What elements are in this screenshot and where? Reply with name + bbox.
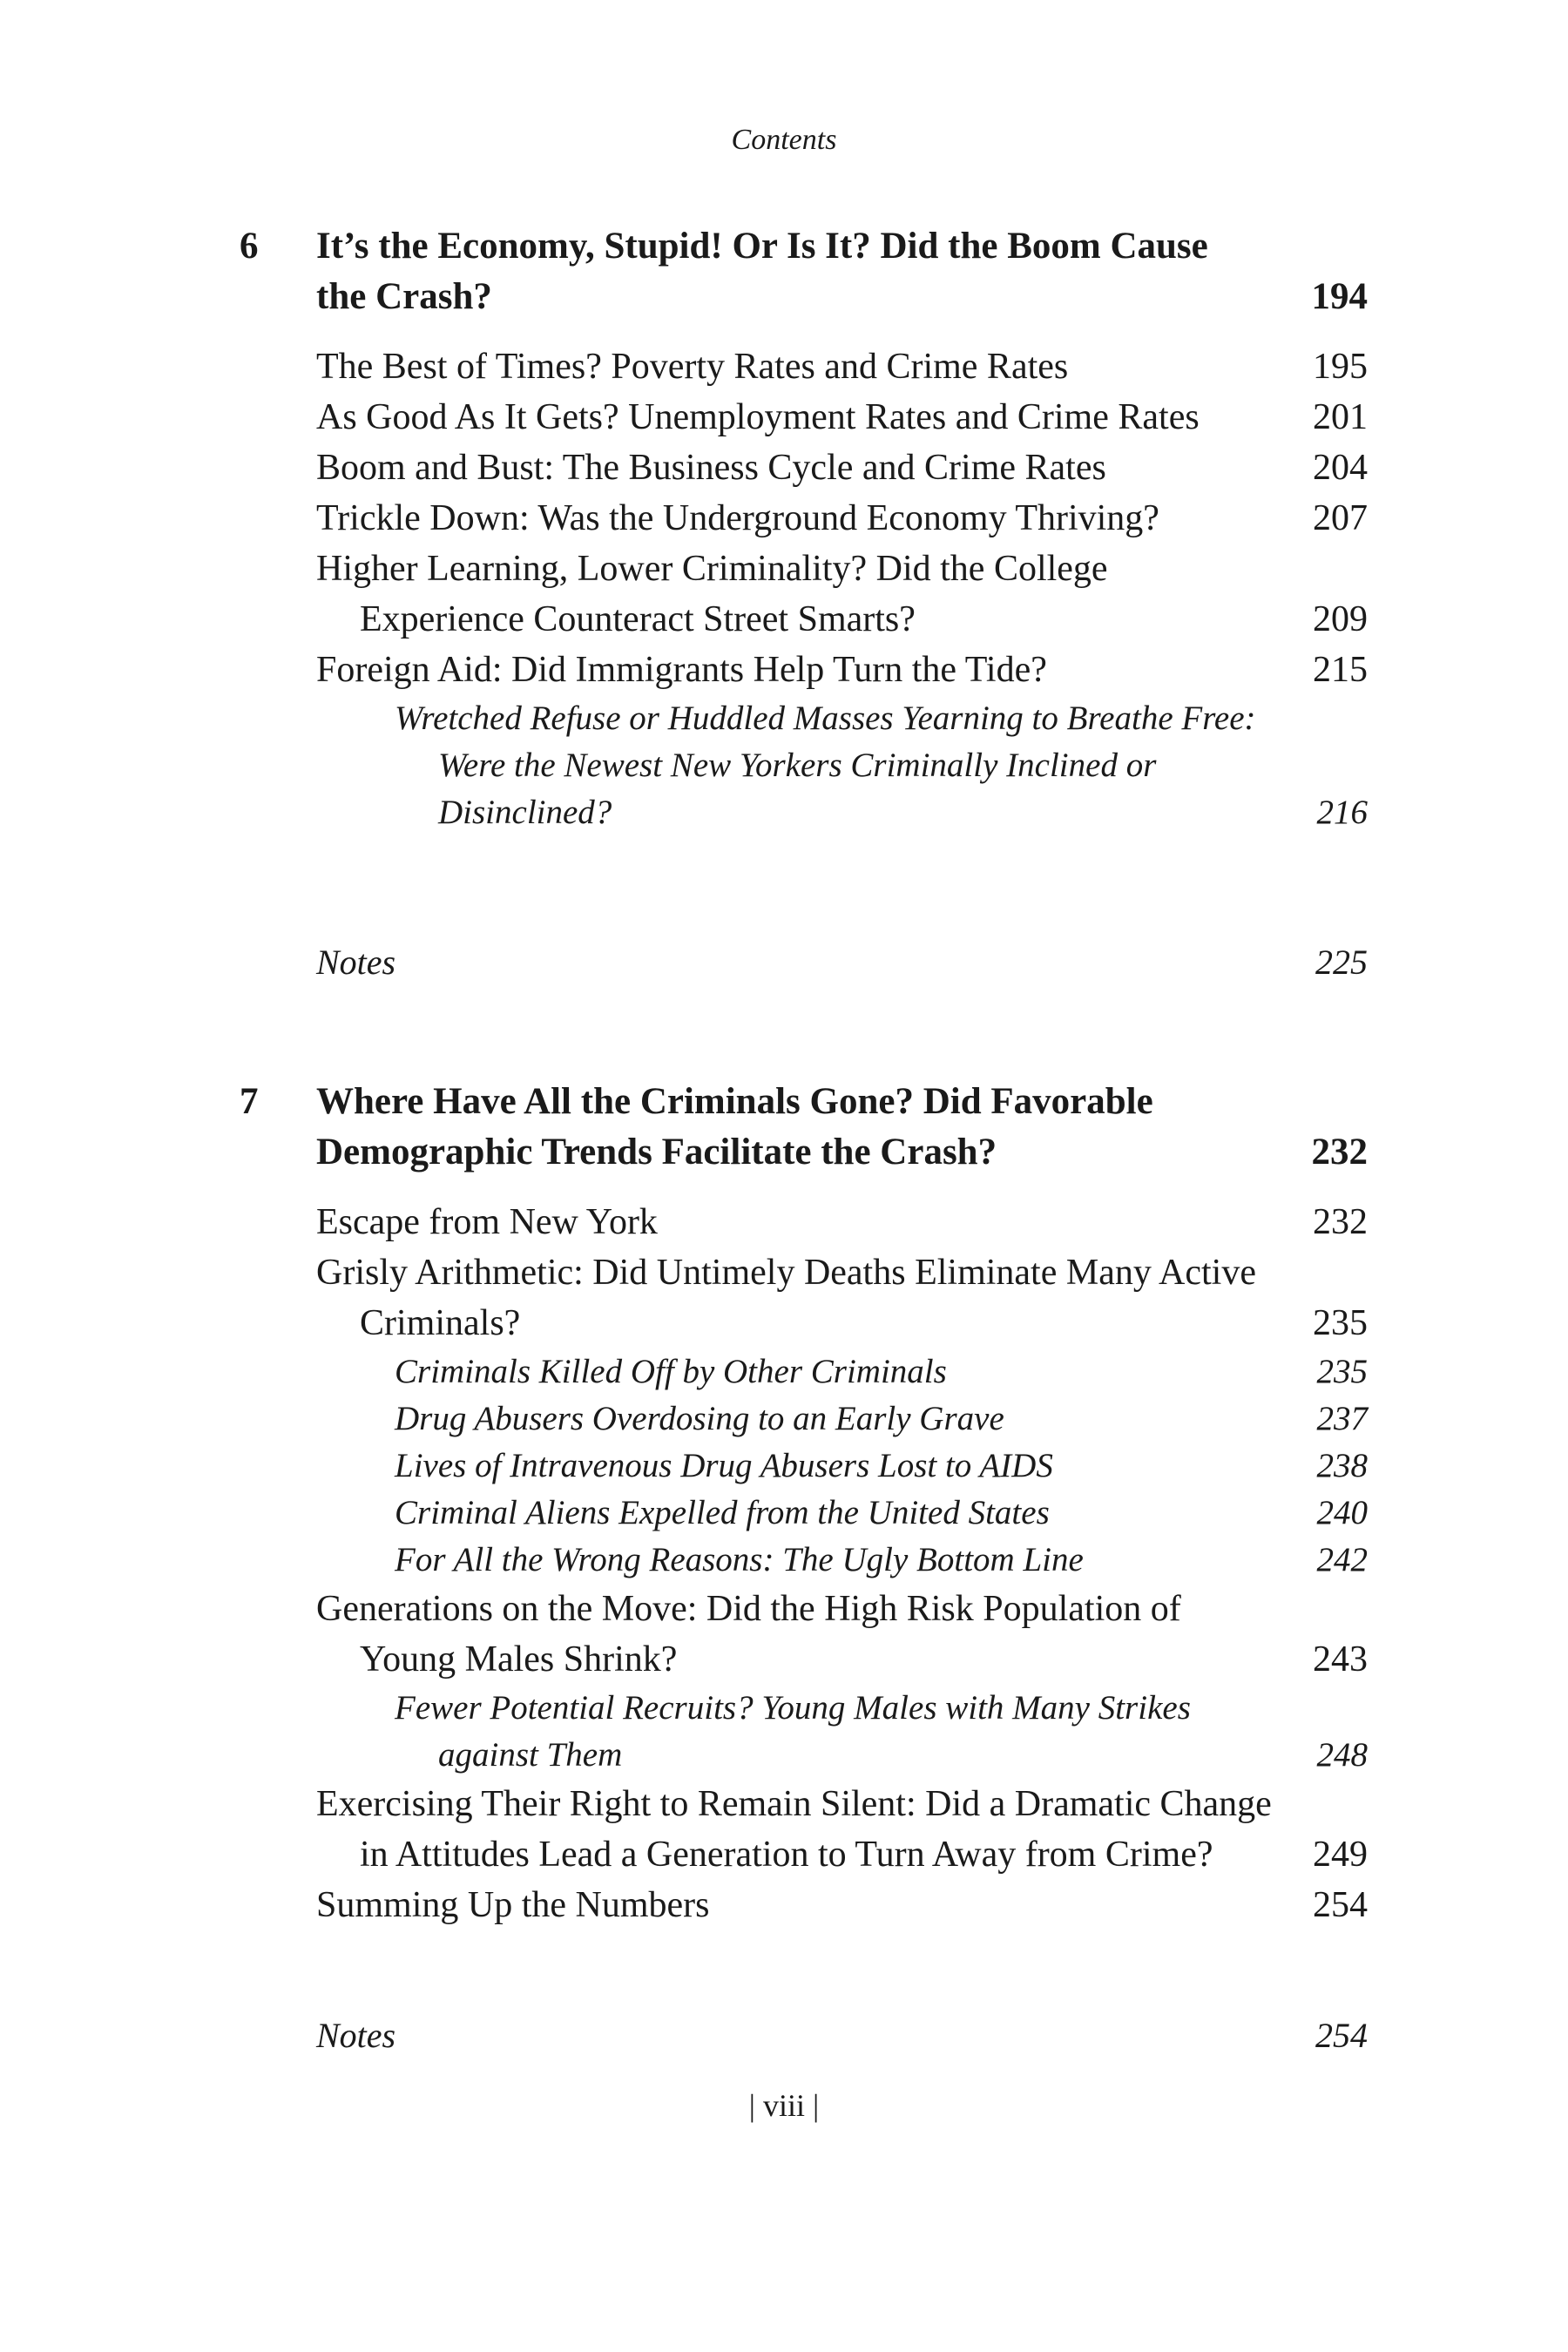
chapter-number: 7 [240, 1081, 259, 1122]
subentry-title: Wretched Refuse or Huddled Masses Yearning to Breathe Free: Were the Newest New Yorkers Criminally Inclined or Disinclined? [395, 700, 1256, 831]
subentry-title: Fewer Potential Recruits? Young Males with Many Strikes against Them [395, 1689, 1191, 1774]
entry-page: 209 [1313, 599, 1368, 639]
entry-page: 201 [1313, 397, 1368, 437]
entry-page: 248 [1316, 1736, 1368, 1774]
toc-subentry[interactable] [316, 1490, 1368, 1537]
toc-entry[interactable] [316, 1880, 1368, 1930]
toc-entry[interactable] [316, 1197, 1368, 1247]
notes-label: Notes [316, 943, 396, 982]
notes-entry[interactable] [316, 2011, 1368, 2061]
notes-page: 225 [1315, 943, 1368, 982]
entry-page: 216 [1316, 794, 1368, 831]
chapter-number: 6 [240, 226, 259, 267]
entry-title: As Good As It Gets? Unemployment Rates and Crime Rates [316, 397, 1200, 437]
toc-subentry[interactable] [316, 1443, 1368, 1490]
toc-subentry[interactable] [316, 1396, 1368, 1443]
entry-page: 242 [1316, 1541, 1368, 1578]
entry-title: Generations on the Move: Did the High Risk Population of Young Males Shrink? [316, 1589, 1181, 1680]
toc-subentry[interactable] [316, 695, 1368, 836]
toc-subentry[interactable] [316, 1537, 1368, 1584]
chapter-title-text: It’s the Economy, Stupid! Or Is It? Did the Boom Cause the Crash? [316, 226, 1208, 317]
toc-entry[interactable] [316, 645, 1368, 695]
entry-page: 243 [1313, 1639, 1368, 1680]
chapter-page: 232 [1311, 1132, 1368, 1173]
running-head: Contents [731, 124, 837, 156]
entry-page: 195 [1313, 347, 1368, 387]
toc-entry[interactable] [316, 1779, 1368, 1880]
entry-title: Foreign Aid: Did Immigrants Help Turn the Tide? [316, 650, 1047, 690]
subentry-title: Drug Abusers Overdosing to an Early Grave [395, 1400, 1004, 1437]
entry-page: 249 [1313, 1835, 1368, 1875]
entry-page: 215 [1313, 650, 1368, 690]
toc-entry[interactable] [316, 1247, 1368, 1348]
entry-page: 232 [1313, 1202, 1368, 1242]
entry-page: 207 [1313, 498, 1368, 538]
toc-subentry[interactable] [316, 1348, 1368, 1396]
chapter-title[interactable] [316, 1077, 1368, 1178]
toc-subentry[interactable] [316, 1685, 1368, 1779]
toc-entry[interactable] [316, 341, 1368, 392]
entry-page: 238 [1316, 1447, 1368, 1484]
toc-entry[interactable] [316, 493, 1368, 544]
entry-title: Higher Learning, Lower Criminality? Did the College Experience Counteract Street Smarts? [316, 549, 1108, 639]
entry-title: The Best of Times? Poverty Rates and Crime Rates [316, 347, 1069, 387]
page-number: | viii | [748, 2088, 820, 2123]
subentry-title: Lives of Intravenous Drug Abusers Lost to AIDS [395, 1447, 1053, 1484]
toc-entry[interactable] [316, 544, 1368, 645]
subentry-title: For All the Wrong Reasons: The Ugly Bottom Line [395, 1541, 1084, 1578]
entry-title: Exercising Their Right to Remain Silent: Did a Dramatic Change in Attitudes Lead a Generation to Turn Away from Crime? [316, 1784, 1272, 1875]
chapter-page: 194 [1311, 276, 1368, 317]
toc-entry[interactable] [316, 392, 1368, 443]
entry-page: 235 [1313, 1303, 1368, 1343]
toc-entry[interactable] [316, 1584, 1368, 1685]
entry-title: Grisly Arithmetic: Did Untimely Deaths Eliminate Many Active Criminals? [316, 1253, 1256, 1343]
entry-page: 254 [1313, 1885, 1368, 1925]
notes-page: 254 [1315, 2016, 1368, 2055]
toc-entries [316, 341, 1368, 836]
entry-title: Summing Up the Numbers [316, 1885, 710, 1925]
entry-title: Trickle Down: Was the Underground Economy Thriving? [316, 498, 1159, 538]
entry-page: 204 [1313, 448, 1368, 488]
toc-entry[interactable] [316, 443, 1368, 493]
notes-entry[interactable] [316, 937, 1368, 988]
entry-title: Boom and Bust: The Business Cycle and Crime Rates [316, 448, 1106, 488]
subentry-title: Criminals Killed Off by Other Criminals [395, 1353, 947, 1390]
toc-entries [316, 1197, 1368, 1930]
subentry-title: Criminal Aliens Expelled from the United States [395, 1494, 1050, 1531]
chapter-title-text: Where Have All the Criminals Gone? Did Favorable Demographic Trends Facilitate the Crash? [316, 1081, 1153, 1173]
entry-page: 240 [1316, 1494, 1368, 1531]
entry-title: Escape from New York [316, 1202, 658, 1242]
chapter-title[interactable] [316, 221, 1368, 322]
notes-label: Notes [316, 2016, 396, 2055]
entry-page: 235 [1316, 1353, 1368, 1390]
entry-page: 237 [1316, 1400, 1368, 1437]
